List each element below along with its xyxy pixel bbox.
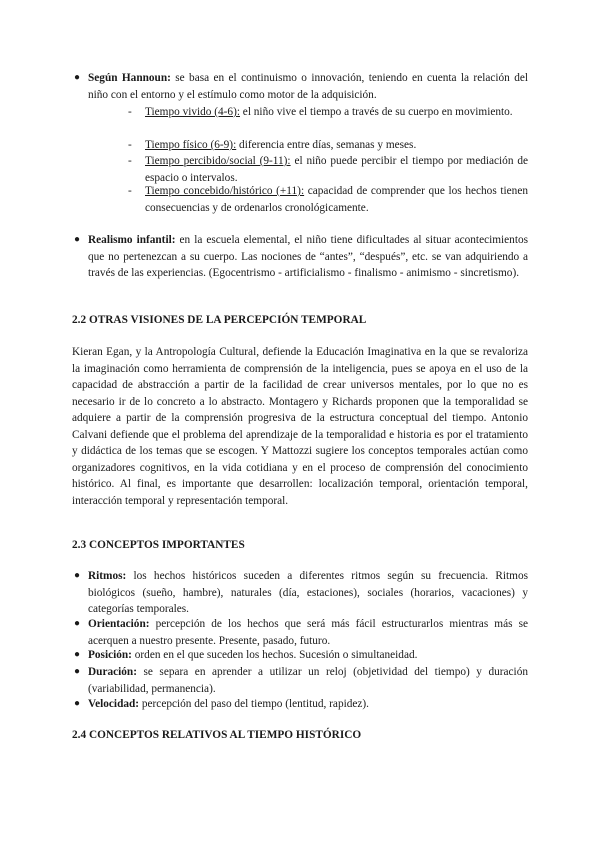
sub-item-text: capacidad de comprender que los hechos tienen consecuencias y de ordenarlos cronológicamente. bbox=[145, 185, 528, 214]
bullet-text: percepción del paso del tiempo (lentitud, rapidez). bbox=[139, 698, 369, 710]
sub-item-tiempo-vivido bbox=[128, 104, 528, 121]
paragraph-2-2: Kieran Egan, y la Antropología Cultural, defiende la Educación Imaginativa en la que se revaloriza la imaginación como herramienta de comprensión de la inteligencia, pues se apoya en el uso de la capacidad de abstracción a partir de la facilidad de crear universos mentales, por lo que no es necesario ir de lo concreto a lo abstracto. Montagero y Richards proponen que la temporalidad se adquiere a partir de la comprensión progresiva de la estructura conceptual del tiempo. Antonio Calvani defiende que el problema del aprendizaje de la temporalidad e historia es por el tratamiento y didáctica de los temas que se escogen. Y Mattozzi sugiere los conceptos temporales actúan como organizadores cognitivos, en la vida cotidiana y en el proceso de comprensión del conocimiento histórico. Al final, es importante que desarrollen: localización temporal, orientación temporal, interacción temporal y representación temporal. bbox=[72, 346, 528, 507]
bullet-term: Orientación: bbox=[88, 618, 150, 630]
dash-icon: - bbox=[128, 185, 132, 197]
bullet-dot-icon: ● bbox=[74, 649, 81, 660]
bullet-term: Posición: bbox=[88, 649, 132, 661]
sub-item-text: diferencia entre días, semanas y meses. bbox=[236, 139, 417, 151]
bullet-text: se basa en el continuismo o innovación, teniendo en cuenta la relación del niño con el entorno y el estímulo como motor de la adquisición. bbox=[88, 72, 528, 101]
sub-item-term: Tiempo percibido/social (9-11): bbox=[145, 155, 291, 167]
bullet-hannoun bbox=[74, 70, 528, 103]
bullet-dot-icon: ● bbox=[74, 698, 81, 709]
bullet-dot-icon: ● bbox=[74, 72, 81, 83]
dash-icon: - bbox=[128, 139, 132, 151]
bullet-dot-icon: ● bbox=[74, 666, 81, 677]
bullet-dot-icon: ● bbox=[74, 234, 81, 245]
bullet-orientacion bbox=[74, 616, 528, 649]
section-heading-2-2: 2.2 OTRAS VISIONES DE LA PERCEPCIÓN TEMPORAL bbox=[72, 314, 367, 326]
bullet-ritmos bbox=[74, 568, 528, 618]
bullet-text: los hechos históricos suceden a diferentes ritmos según su frecuencia. Ritmos biológicos (sueño, hambre), naturales (día, estaciones), sociales (horarios, vacaciones) y categorías temporales. bbox=[88, 570, 528, 615]
bullet-term: Según Hannoun: bbox=[88, 72, 171, 84]
bullet-duracion bbox=[74, 664, 528, 697]
bullet-text: en la escuela elemental, el niño tiene dificultades al situar acontecimientos que no pertenezcan a su cuerpo. Las nociones de “antes”, “después”, etc. se van adquiriendo a través de las experiencias. (Egocentrismo - artificialismo - finalismo - animismo - sincretismo). bbox=[88, 234, 529, 279]
sub-item-tiempo-fisico bbox=[128, 137, 528, 154]
bullet-posicion bbox=[74, 647, 528, 664]
section-heading-2-3: 2.3 CONCEPTOS IMPORTANTES bbox=[72, 539, 245, 551]
bullet-velocidad bbox=[74, 696, 528, 713]
bullet-text: se separa en aprender a utilizar un reloj (objetividad del tiempo) y duración (variabilidad, permanencia). bbox=[88, 666, 528, 695]
dash-icon: - bbox=[128, 155, 132, 167]
bullet-text: percepción de los hechos que será más fácil estructurarlos mientras más se acerquen a nuestro presente. Presente, pasado, futuro. bbox=[88, 618, 528, 647]
bullet-realismo bbox=[74, 232, 529, 282]
bullet-text: orden en el que suceden los hechos. Sucesión o simultaneidad. bbox=[131, 649, 418, 661]
sub-item-term: Tiempo vivido (4-6): bbox=[145, 106, 240, 118]
sub-item-text: el niño puede percibir el tiempo por mediación de espacio o intervalos. bbox=[145, 155, 528, 184]
dash-icon: - bbox=[128, 106, 132, 118]
sub-item-tiempo-percibido bbox=[128, 153, 528, 186]
section-heading-2-4: 2.4 CONCEPTOS RELATIVOS AL TIEMPO HISTÓRICO bbox=[72, 729, 362, 741]
bullet-term: Velocidad: bbox=[88, 698, 140, 710]
bullet-dot-icon: ● bbox=[74, 618, 81, 629]
sub-item-tiempo-concebido bbox=[128, 183, 528, 216]
bullet-term: Duración: bbox=[88, 666, 137, 678]
bullet-term: Ritmos: bbox=[88, 570, 127, 582]
sub-item-text: el niño vive el tiempo a través de su cuerpo en movimiento. bbox=[239, 106, 513, 118]
sub-item-term: Tiempo físico (6-9): bbox=[145, 139, 237, 151]
sub-item-term: Tiempo concebido/histórico (+11): bbox=[145, 185, 305, 197]
bullet-dot-icon: ● bbox=[74, 570, 81, 581]
bullet-term: Realismo infantil: bbox=[88, 234, 176, 246]
